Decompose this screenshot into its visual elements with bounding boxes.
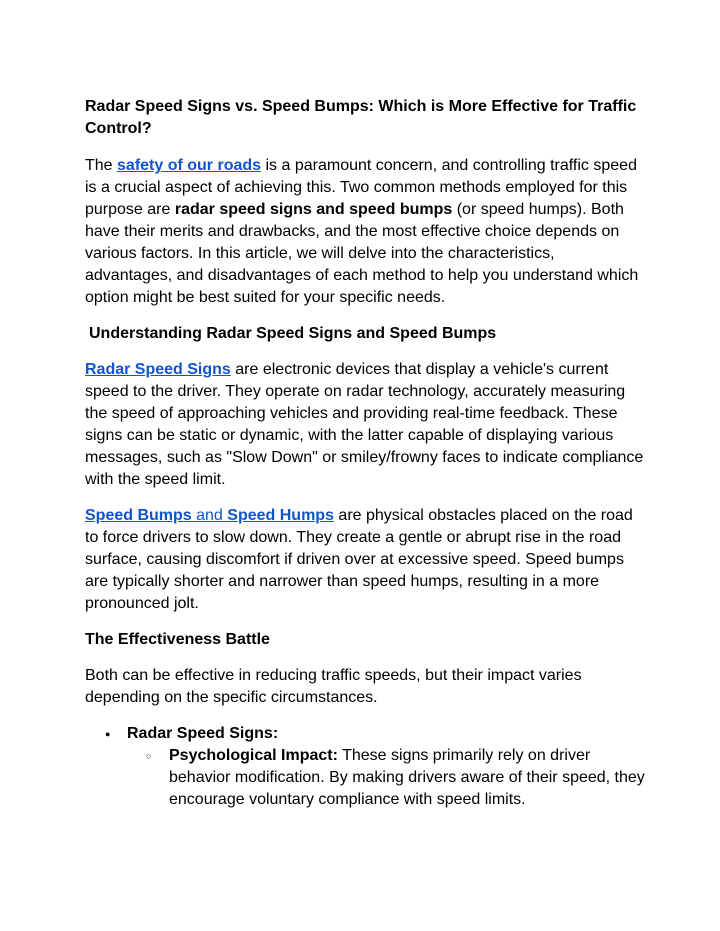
speed-humps-link[interactable]: Speed Humps xyxy=(227,507,334,524)
sub-item-label: Psychological Impact: xyxy=(169,747,338,764)
list-item xyxy=(127,745,645,811)
section-heading-understanding: Understanding Radar Speed Signs and Speed Bumps xyxy=(89,325,497,342)
and-link-text[interactable]: and xyxy=(191,507,228,524)
effectiveness-list xyxy=(85,723,645,811)
sub-item-text: These signs primarily rely on driver behavior modification. By making drivers aware of their speed, they encourage voluntary compliance with speed limits. xyxy=(169,747,645,808)
list-item xyxy=(85,723,645,811)
document-page xyxy=(85,96,645,811)
article-title: Radar Speed Signs vs. Speed Bumps: Which is More Effective for Traffic Control? xyxy=(85,98,637,137)
sub-list xyxy=(127,745,645,811)
intro-text-2: is a paramount concern, and controlling traffic speed is a crucial aspect of achieving this. Two common methods employed for this purpose are xyxy=(85,157,637,218)
effectiveness-intro: Both can be effective in reducing traffic speeds, but their impact varies depending on the specific circumstances. xyxy=(85,667,582,706)
intro-text-1: The xyxy=(85,157,118,174)
intro-text-3: (or speed humps). Both have their merits and drawbacks, and the most effective choice depends on various factors. In this article, we will delve into the characteristics, advantages, and disadvantages of each method to help you understand which option might be best suited for your specific needs. xyxy=(85,201,639,306)
safety-of-our-roads-link[interactable]: safety of our roads xyxy=(117,157,262,174)
bumps-text: are physical obstacles placed on the road to force drivers to slow down. They create a gentle or abrupt rise in the road surface, causing discomfort if driven over at excessive speed. Speed bumps are typically shorter and narrower than speed humps, resulting in a more pronounced jolt. xyxy=(85,507,633,612)
intro-paragraph xyxy=(85,155,645,309)
list-item-label-radar: Radar Speed Signs: xyxy=(127,725,279,742)
bumps-paragraph xyxy=(85,505,645,615)
radar-speed-signs-link[interactable]: Radar Speed Signs xyxy=(85,361,231,378)
section-heading-effectiveness: The Effectiveness Battle xyxy=(85,631,270,648)
radar-text: are electronic devices that display a vehicle's current speed to the driver. They operate on radar technology, accurately measuring the speed of approaching vehicles and providing real-time feedback. These signs can be static or dynamic, with the latter capable of displaying various messages, such as "Slow Down" or smiley/frowny faces to indicate compliance with the speed limit. xyxy=(85,361,644,488)
speed-bumps-link[interactable]: Speed Bumps xyxy=(85,507,192,524)
radar-paragraph xyxy=(85,359,645,491)
intro-bold-text: radar speed signs and speed bumps xyxy=(174,201,453,218)
